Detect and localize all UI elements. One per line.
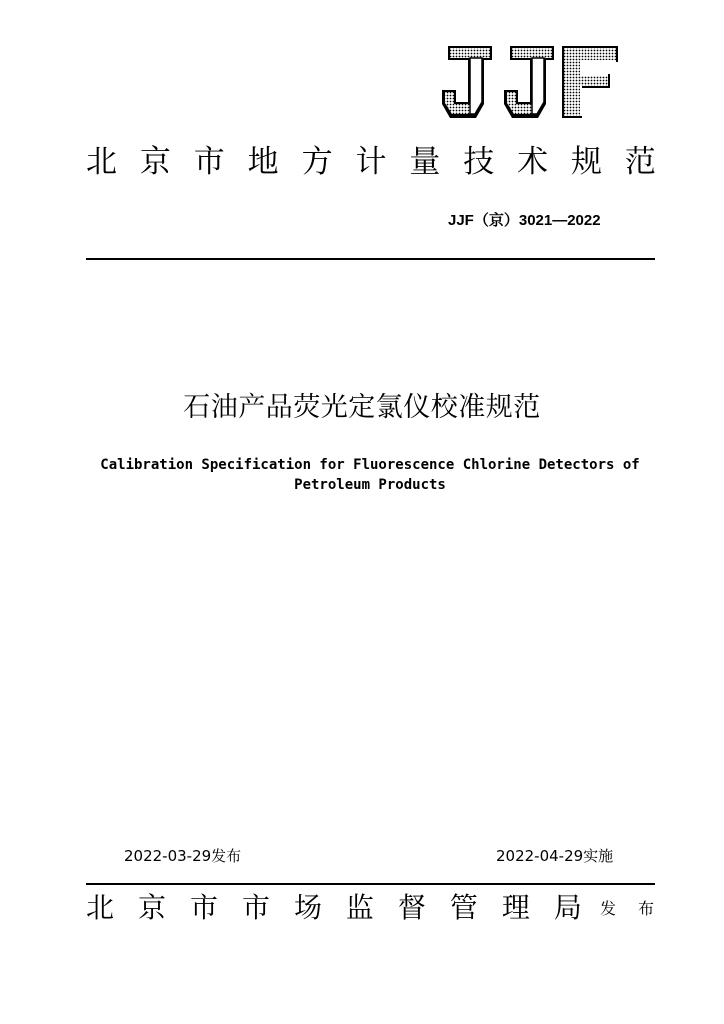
category-char: 地 — [247, 144, 279, 180]
publisher-char: 局 — [553, 891, 582, 924]
category-char: 技 — [463, 144, 495, 180]
category-char: 方 — [301, 144, 333, 180]
top-divider — [86, 258, 655, 260]
title-chinese: 石油产品荧光定氯仪校准规范 — [183, 392, 541, 423]
publisher-char: 市 — [241, 891, 270, 924]
publisher-char: 场 — [293, 891, 322, 924]
category-char: 规 — [571, 144, 603, 180]
category-char: 术 — [517, 144, 549, 180]
publisher-char: 北 — [86, 891, 115, 924]
category-char: 范 — [624, 144, 656, 180]
spec-category-heading — [86, 136, 656, 181]
publisher-name — [86, 886, 582, 926]
title-english: Calibration Specification for Fluorescence Chlorine Detectors of Petroleum Products — [100, 457, 640, 493]
publish-label — [600, 896, 654, 919]
publish-char: 布 — [637, 899, 654, 918]
category-char: 计 — [355, 144, 387, 180]
publisher-char: 管 — [449, 891, 478, 924]
effective-date: 2022-04-29实施 — [496, 847, 614, 865]
publisher-char: 理 — [501, 891, 530, 924]
publish-char: 发 — [600, 899, 617, 918]
jjf-logo — [440, 46, 620, 118]
spec-number: JJF（京）3021—2022 — [448, 212, 601, 229]
bottom-divider — [86, 883, 655, 885]
publisher-char: 京 — [137, 891, 166, 924]
publisher-char: 市 — [189, 891, 218, 924]
category-char: 量 — [409, 144, 441, 180]
category-char: 京 — [139, 144, 171, 180]
category-char: 市 — [193, 144, 225, 180]
publisher-char: 监 — [345, 891, 374, 924]
category-char: 北 — [86, 144, 117, 180]
issue-date: 2022-03-29发布 — [124, 847, 242, 865]
publisher-char: 督 — [397, 891, 426, 924]
